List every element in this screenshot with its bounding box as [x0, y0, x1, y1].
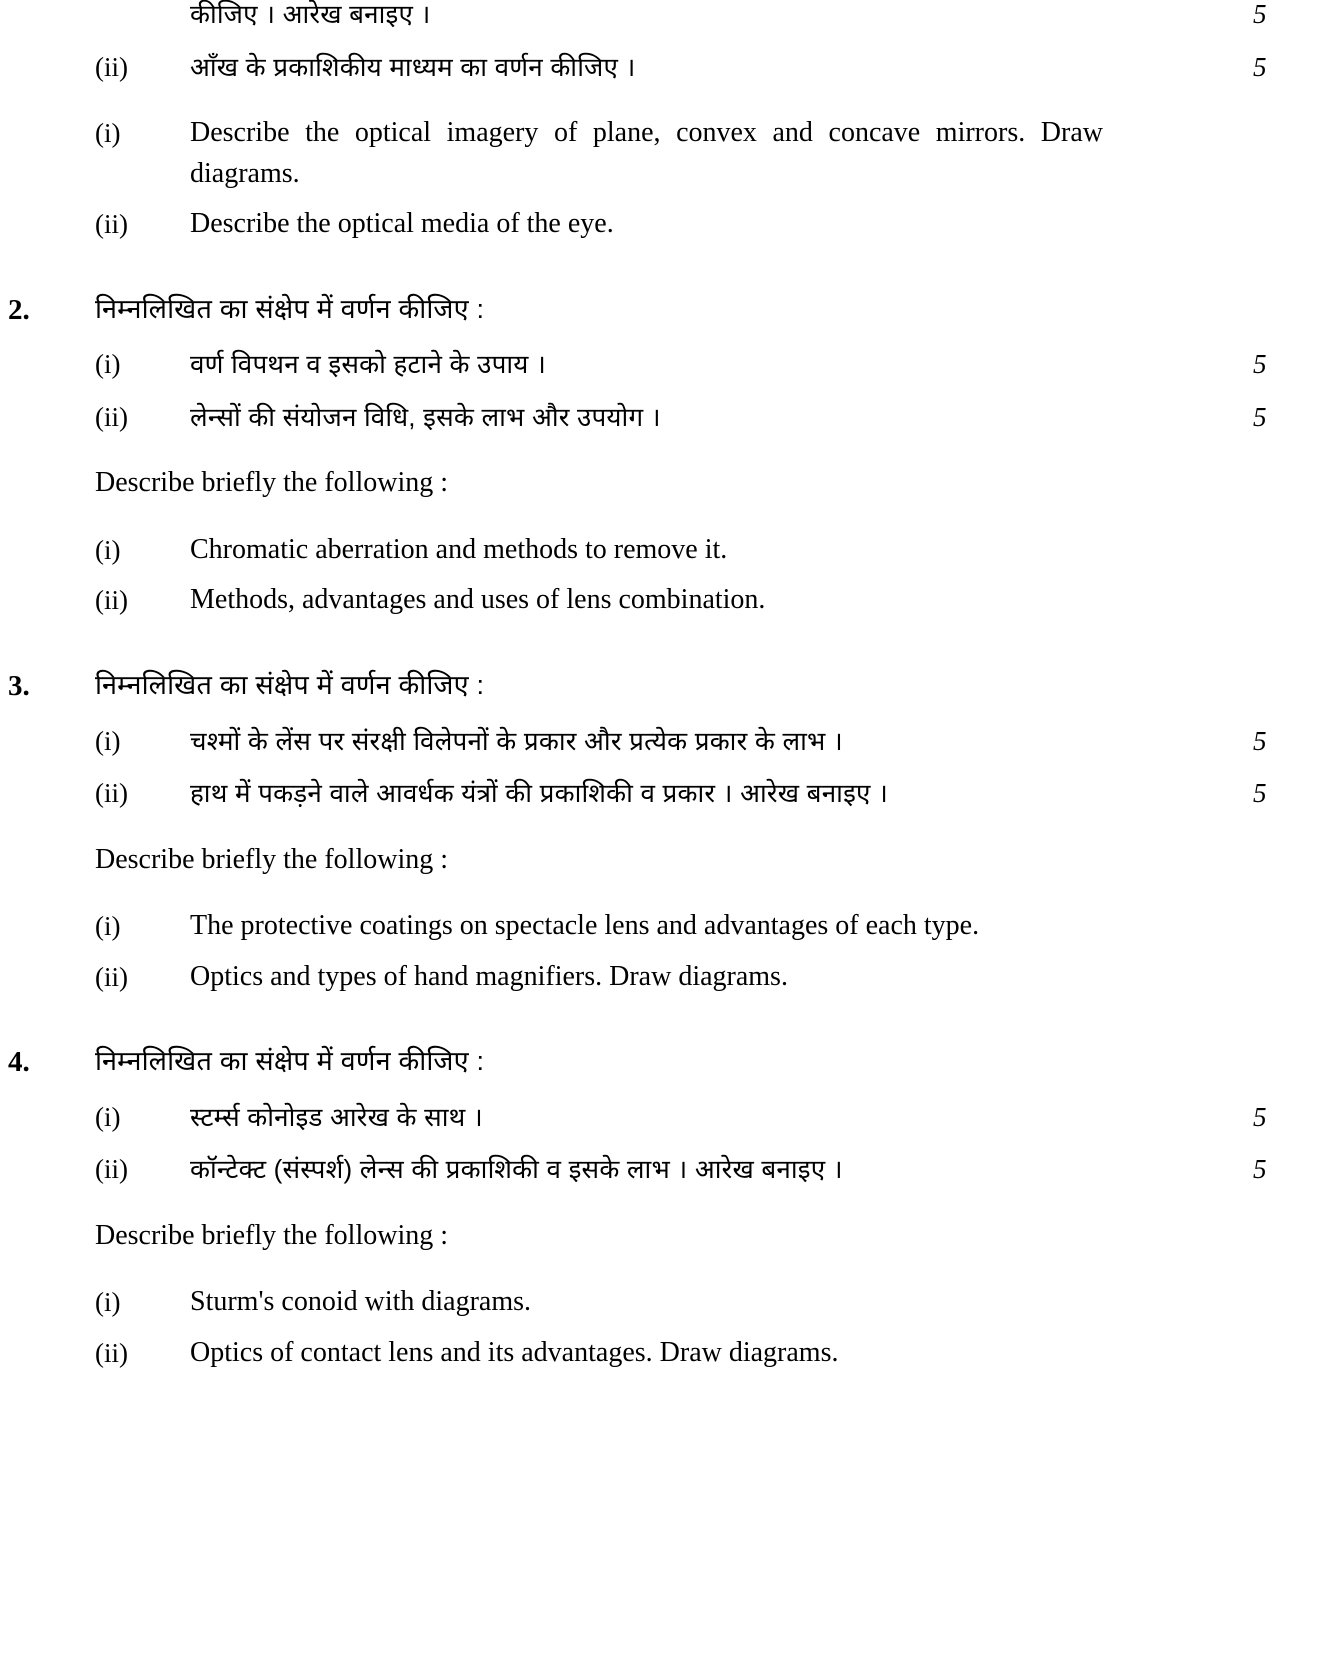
- question-2-item-ii-english: [0, 580, 1323, 621]
- question-3-item-ii-hindi: [0, 773, 1323, 814]
- item-hindi-text: आँख के प्रकाशिकीय माध्यम का वर्णन कीजिए ।: [190, 51, 636, 82]
- marks-value: 5: [1253, 1101, 1267, 1132]
- item-english-text: Optics and types of hand magnifiers. Draw diagrams.: [190, 960, 788, 992]
- item-english-text: Describe the optical imagery of plane, convex and concave mirrors. Draw diagrams.: [190, 117, 1103, 189]
- roman-label: (i): [95, 118, 121, 148]
- question-1-item-ii-english: [0, 204, 1323, 245]
- question-2-english-lead: [0, 463, 1323, 504]
- question-4-item-i-hindi: [0, 1097, 1323, 1138]
- question-4-item-ii-english: [0, 1333, 1323, 1374]
- roman-label: (ii): [95, 1338, 128, 1369]
- question-3-item-i-hindi: [0, 721, 1323, 762]
- question-number: 3.: [8, 670, 30, 703]
- roman-label: (ii): [95, 778, 128, 809]
- question-3-item-i-english: [0, 906, 1323, 947]
- question-2-item-i-hindi: [0, 344, 1323, 385]
- item-english-text: Chromatic aberration and methods to remove it.: [190, 533, 728, 565]
- roman-label: (i): [95, 534, 121, 565]
- marks-value: 5: [1253, 778, 1267, 809]
- roman-label: (ii): [95, 585, 128, 616]
- question-3-hindi-lead: [0, 665, 1323, 709]
- roman-label: (ii): [95, 209, 128, 240]
- roman-label: (ii): [95, 1154, 128, 1185]
- question-english-lead: Describe briefly the following :: [95, 843, 449, 875]
- roman-label: (i): [95, 725, 121, 756]
- question-4-hindi-lead: [0, 1041, 1323, 1085]
- marks-value: 5: [1253, 401, 1267, 432]
- item-hindi-text: हाथ में पकड़ने वाले आवर्धक यंत्रों की प्रकाशिकी व प्रकार । आरेख बनाइए ।: [190, 778, 889, 809]
- marks-value: 5: [1253, 51, 1267, 82]
- item-english-text: The protective coatings on spectacle lens and advantages of each type.: [190, 910, 980, 942]
- question-2-hindi-lead: [0, 289, 1323, 333]
- item-english-text: Optics of contact lens and its advantages. Draw diagrams.: [190, 1337, 839, 1369]
- roman-label: (i): [95, 1101, 121, 1132]
- item-english-text: Describe the optical media of the eye.: [190, 208, 614, 240]
- question-4-english-lead: [0, 1216, 1323, 1257]
- item-hindi-text: चश्मों के लेंस पर संरक्षी विलेपनों के प्रकार और प्रत्येक प्रकार के लाभ ।: [190, 725, 843, 756]
- question-4-item-i-english: [0, 1282, 1323, 1323]
- question-number: 4.: [8, 1046, 30, 1079]
- question-4-item-ii-hindi: [0, 1149, 1323, 1190]
- marks-value: 5: [1253, 0, 1267, 29]
- marks-value: 5: [1253, 349, 1267, 380]
- item-english-text: Sturm's conoid with diagrams.: [190, 1286, 532, 1318]
- marks-value: 5: [1253, 725, 1267, 756]
- partial-top-line: [0, 0, 1323, 35]
- question-1-item-ii-hindi: [0, 47, 1323, 88]
- partial-hindi-text: कीजिए । आरेख बनाइए ।: [190, 0, 431, 29]
- question-number: 2.: [8, 293, 30, 326]
- question-1-item-i-english: [0, 113, 1323, 194]
- item-hindi-text: कॉन्टेक्ट (संस्पर्श) लेन्स की प्रकाशिकी व इसके लाभ । आरेख बनाइए ।: [190, 1154, 843, 1185]
- marks-value: 5: [1253, 1154, 1267, 1185]
- question-3-english-lead: [0, 840, 1323, 881]
- question-2-item-ii-hindi: [0, 397, 1323, 438]
- question-hindi-lead: निम्नलिखित का संक्षेप में वर्णन कीजिए :: [95, 1046, 485, 1077]
- roman-label: (ii): [95, 51, 128, 82]
- roman-label: (i): [95, 1287, 121, 1318]
- question-3-item-ii-english: [0, 957, 1323, 998]
- question-english-lead: Describe briefly the following :: [95, 1219, 449, 1251]
- item-hindi-text: लेन्सों की संयोजन विधि, इसके लाभ और उपयोग ।: [190, 401, 661, 432]
- item-english-text: Methods, advantages and uses of lens combination.: [190, 584, 766, 616]
- roman-label: (ii): [95, 961, 128, 992]
- question-hindi-lead: निम्नलिखित का संक्षेप में वर्णन कीजिए :: [95, 670, 485, 701]
- roman-label: (i): [95, 911, 121, 942]
- roman-label: (ii): [95, 401, 128, 432]
- question-hindi-lead: निम्नलिखित का संक्षेप में वर्णन कीजिए :: [95, 293, 485, 324]
- item-hindi-text: स्टर्म्स कोनोइड आरेख के साथ ।: [190, 1101, 483, 1132]
- question-2-item-i-english: [0, 530, 1323, 571]
- roman-label: (i): [95, 349, 121, 380]
- question-english-lead: Describe briefly the following :: [95, 467, 449, 499]
- item-hindi-text: वर्ण विपथन व इसको हटाने के उपाय ।: [190, 349, 547, 380]
